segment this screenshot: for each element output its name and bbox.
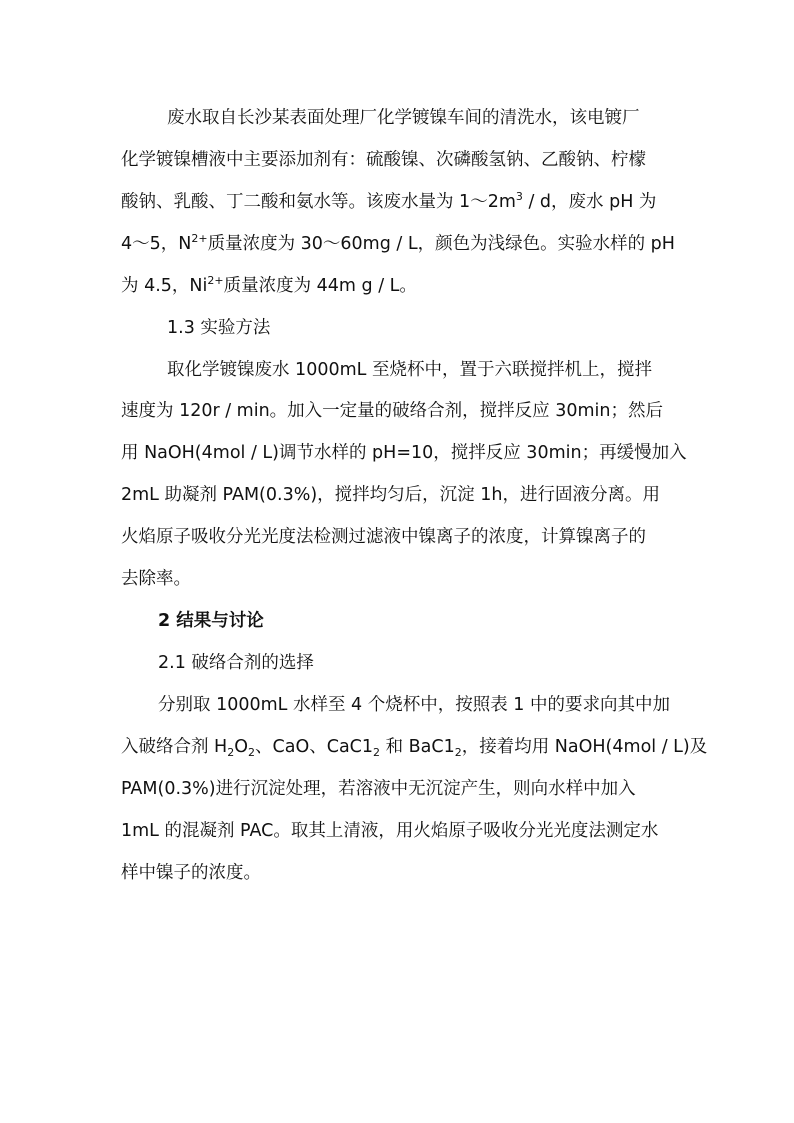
paragraph-3-line-3: PAM(0.3%)进行沉淀处理，若溶液中无沉淀产生，则向水样中加入: [121, 779, 636, 799]
paragraph-2-line-3: 用 NaOH(4mol / L)调节水样的 pH=10，搅拌反应 30min；再缓慢加入: [121, 443, 687, 463]
text-segment: 质量浓度为 44m g / L。: [223, 276, 417, 296]
text-segment: 质量浓度为 30～60mg / L，颜色为浅绿色。实验水样的 pH: [207, 234, 675, 254]
paragraph-3-line-5: 样中镍子的浓度。: [121, 863, 261, 883]
paragraph-1-line-1: 废水取自长沙某表面处理厂化学镀镍车间的清洗水，该电镀厂: [167, 108, 640, 128]
subscript: 2: [227, 746, 235, 759]
text-segment: 入破络合剂 H: [121, 737, 228, 757]
superscript: 2+: [191, 232, 208, 245]
section-heading-2: 2 结果与讨论: [158, 611, 264, 631]
text-segment: ，接着均用 NaOH(4mol / L)及: [461, 737, 708, 757]
superscript: 3: [515, 190, 523, 203]
paragraph-2-line-6: 去除率。: [121, 569, 191, 589]
text-segment: 4～5，N: [121, 234, 192, 254]
paragraph-1-line-2: 化学镀镍槽液中主要添加剂有：硫酸镍、次磷酸氢钠、乙酸钠、柠檬: [121, 150, 646, 170]
paragraph-3-line-4: 1mL 的混凝剂 PAC。取其上清液，用火焰原子吸收分光光度法测定水: [121, 821, 659, 841]
subscript: 2: [248, 746, 256, 759]
paragraph-1-line-3: [121, 191, 656, 215]
subscript: 2: [454, 746, 462, 759]
text-segment: 和 BaC1: [380, 737, 455, 757]
paragraph-2-line-4: 2mL 助凝剂 PAM(0.3%)，搅拌均匀后，沉淀 1h，进行固液分离。用: [121, 485, 660, 505]
paragraph-3-line-1: 分别取 1000mL 水样至 4 个烧杯中，按照表 1 中的要求向其中加: [158, 695, 670, 715]
text-segment: 酸钠、乳酸、丁二酸和氨水等。该废水量为 1～2m: [121, 192, 516, 212]
paragraph-3-line-2: [121, 736, 707, 760]
paragraph-2-line-2: 速度为 120r / min。加入一定量的破络合剂，搅拌反应 30min；然后: [121, 401, 664, 421]
paragraph-2-line-1: 取化学镀镍废水 1000mL 至烧杯中，置于六联搅拌机上，搅拌: [167, 360, 652, 380]
paragraph-1-line-5: [121, 275, 417, 299]
section-heading-1-3: 1.3 实验方法: [167, 318, 271, 338]
subscript: 2: [373, 746, 381, 759]
section-heading-2-1: 2.1 破络合剂的选择: [158, 653, 314, 673]
superscript: 2+: [207, 274, 224, 287]
paragraph-1-line-4: [121, 233, 675, 257]
paragraph-2-line-5: 火焰原子吸收分光光度法检测过滤液中镍离子的浓度，计算镍离子的: [121, 527, 646, 547]
text-segment: O: [234, 737, 249, 757]
text-segment: 为 4.5，Ni: [121, 276, 208, 296]
text-segment: 、CaO、CaC1: [255, 737, 374, 757]
text-segment: / d，废水 pH 为: [522, 192, 657, 212]
